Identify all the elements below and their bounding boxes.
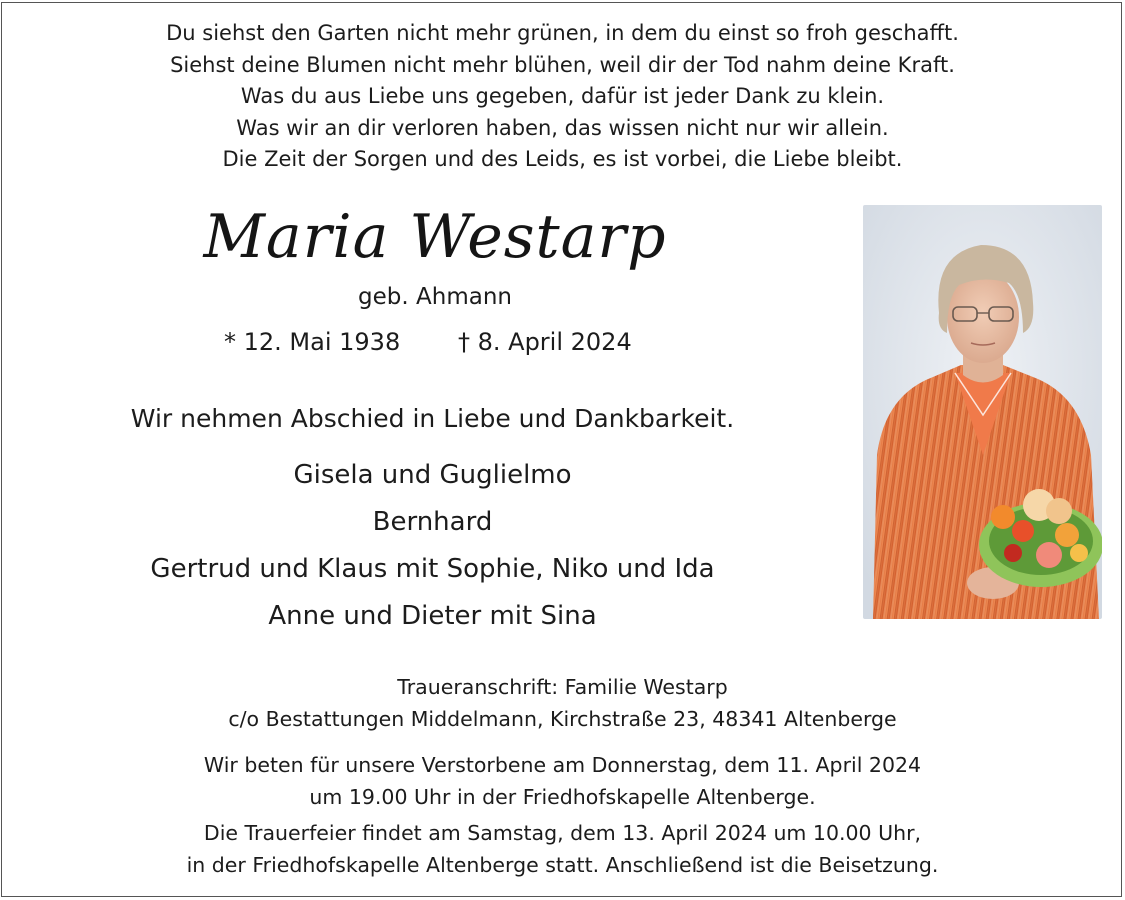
farewell-line: Wir nehmen Abschied in Liebe und Dankbarkeit. bbox=[130, 404, 735, 433]
ceremony-line: in der Friedhofskapelle Altenberge statt. Anschließend ist die Beisetzung. bbox=[186, 852, 939, 877]
ceremony-notice bbox=[0, 818, 1125, 881]
address-line: c/o Bestattungen Middelmann, Kirchstraße 23, 48341 Altenberge bbox=[228, 706, 897, 731]
poem-line: Siehst deine Blumen nicht mehr blühen, weil dir der Tod nahm deine Kraft. bbox=[170, 52, 955, 77]
birth-date: * 12. Mai 1938 bbox=[224, 328, 401, 356]
portrait-illustration bbox=[863, 205, 1102, 619]
mourners-list bbox=[0, 452, 865, 640]
mourner-line: Gisela und Guglielmo bbox=[293, 460, 572, 490]
ceremony-line: Die Trauerfeier findet am Samstag, dem 13. April 2024 um 10.00 Uhr, bbox=[203, 821, 922, 845]
poem bbox=[0, 18, 1125, 176]
maiden-name: geb. Ahmann bbox=[358, 284, 512, 310]
portrait-photo bbox=[863, 205, 1102, 619]
deceased-name: Maria Westarp bbox=[203, 202, 667, 272]
mourner-line: Gertrud und Klaus mit Sophie, Niko und Ida bbox=[150, 554, 715, 584]
poem-line: Die Zeit der Sorgen und des Leids, es ist vorbei, die Liebe bleibt. bbox=[222, 147, 903, 171]
mourning-address bbox=[0, 672, 1125, 735]
poem-line: Du siehst den Garten nicht mehr grünen, in dem du einst so froh geschafft. bbox=[166, 21, 959, 45]
mourner-line: Bernhard bbox=[372, 507, 493, 537]
prayer-line: um 19.00 Uhr in der Friedhofskapelle Altenberge. bbox=[309, 784, 816, 809]
prayer-line: Wir beten für unsere Verstorbene am Donnerstag, dem 11. April 2024 bbox=[203, 753, 922, 777]
poem-line: Was du aus Liebe uns gegeben, dafür ist jeder Dank zu klein. bbox=[240, 84, 885, 108]
prayer-notice bbox=[0, 750, 1125, 813]
poem-line: Was wir an dir verloren haben, das wissen nicht nur wir allein. bbox=[236, 115, 889, 140]
mourner-line: Anne und Dieter mit Sina bbox=[268, 601, 597, 631]
address-line: Traueranschrift: Familie Westarp bbox=[397, 675, 728, 699]
death-date: † 8. April 2024 bbox=[458, 328, 632, 356]
